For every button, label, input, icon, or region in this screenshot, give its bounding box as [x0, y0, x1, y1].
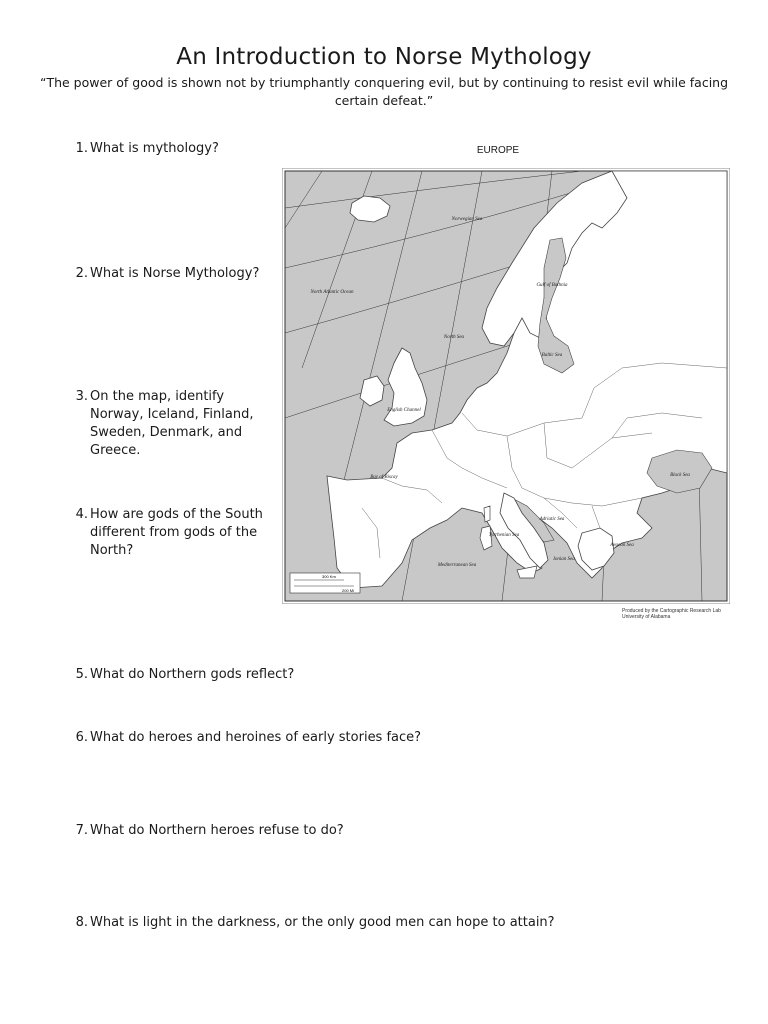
label-north-sea: North Sea	[443, 335, 465, 340]
question-text: What is Norse Mythology?	[90, 266, 260, 281]
question-text: What do heroes and heroines of early stories face?	[90, 730, 422, 745]
page-title: An Introduction to Norse Mythology	[176, 44, 592, 70]
question-number: 3.	[75, 389, 88, 404]
question-number: 1.	[75, 141, 88, 156]
label-gulf-bothnia: Gulf of Bothnia	[536, 283, 568, 288]
scale-mi: 200 Mi	[342, 588, 355, 593]
question-text: What do Northern heroes refuse to do?	[90, 823, 344, 838]
europe-outline-map	[282, 168, 730, 604]
question-text: What is mythology?	[90, 141, 219, 156]
map-credit-line1: Produced by the Cartographic Research Lab	[622, 608, 721, 614]
label-mediterranean-sea: Mediterranean Sea	[437, 563, 477, 568]
map-credit-line2: University of Alabama	[622, 614, 671, 620]
question-text: On the map, identify Norway, Iceland, Finland, Sweden, Denmark, and Greece.	[90, 389, 254, 458]
label-norwegian-sea: Norwegian Sea	[451, 217, 483, 222]
europe-map	[278, 140, 734, 620]
label-baltic-sea: Baltic Sea	[541, 353, 563, 358]
scale-bar	[290, 573, 360, 593]
epigraph-quote: “The power of good is shown not by triumphantly conquering evil, but by continuing to resist evil while facing certain defeat.”	[39, 75, 729, 108]
label-english-channel: English Channel	[387, 408, 421, 413]
question-number: 4.	[75, 507, 88, 522]
question-text: What do Northern gods reflect?	[90, 667, 295, 682]
question-number: 8.	[75, 915, 88, 930]
map-title: EUROPE	[476, 145, 520, 156]
map-credit	[622, 608, 721, 620]
corsica	[484, 506, 490, 522]
label-black-sea: Black Sea	[670, 473, 690, 478]
scale-km: 300 Km	[322, 574, 336, 579]
label-north-atlantic: North Atlantic Ocean	[310, 290, 354, 295]
label-aegean-sea: Aegean Sea	[610, 543, 634, 548]
question-text: How are gods of the South different from gods of the North?	[90, 507, 263, 558]
label-ionian-sea: Ionian Sea	[553, 557, 575, 562]
question-number: 5.	[75, 667, 88, 682]
question-number: 2.	[75, 266, 88, 281]
label-bay-of-biscay: Bay of Biscay	[370, 475, 398, 480]
question-number: 7.	[75, 823, 88, 838]
question-text: What is light in the darkness, or the only good men can hope to attain?	[90, 915, 555, 930]
label-tyrrhenian-sea: Tyrrhenian Sea	[488, 533, 520, 538]
question-number: 6.	[75, 730, 88, 745]
label-adriatic-sea: Adriatic Sea	[539, 517, 565, 522]
